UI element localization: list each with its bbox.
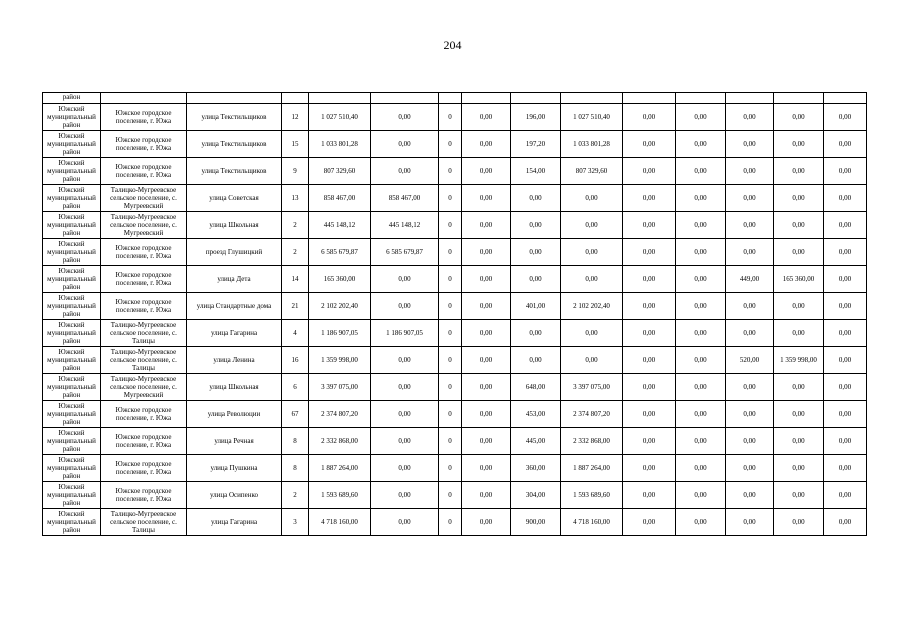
table-row	[43, 239, 867, 266]
table-cell: 1 359 998,00	[774, 347, 824, 374]
table-cell: 0,00	[726, 401, 774, 428]
table-cell: улица Ленина	[187, 347, 282, 374]
table-cell: 0,00	[623, 185, 676, 212]
table-cell: 858 467,00	[309, 185, 371, 212]
table-cell: 0,00	[824, 320, 867, 347]
table-cell: 0,00	[676, 104, 726, 131]
table-cell: 0,00	[371, 131, 439, 158]
table-cell: 0,00	[462, 212, 511, 239]
table-cell: 0,00	[676, 239, 726, 266]
table-cell: 0,00	[726, 455, 774, 482]
table-cell: улица Осипенко	[187, 482, 282, 509]
table-cell: 0	[439, 509, 462, 536]
table-cell: 2 102 202,40	[309, 293, 371, 320]
table-cell: район	[43, 93, 101, 104]
table-cell: 0,00	[824, 293, 867, 320]
table-cell	[511, 93, 561, 104]
table-cell	[187, 93, 282, 104]
table-cell: 0,00	[774, 401, 824, 428]
table-cell: 2	[282, 212, 309, 239]
table-cell: 0,00	[561, 239, 623, 266]
table-cell: 0,00	[824, 131, 867, 158]
table-cell: 0,00	[623, 293, 676, 320]
table-cell: 0,00	[561, 185, 623, 212]
table-cell: 0,00	[561, 320, 623, 347]
table-cell: 0,00	[676, 455, 726, 482]
table-cell: 165 360,00	[309, 266, 371, 293]
table-cell: 0,00	[511, 320, 561, 347]
table-cell: Талицко-Мугреевское сельское поселение, с. Мугреевский	[101, 374, 187, 401]
table-cell: 0,00	[623, 158, 676, 185]
table-cell: 0,00	[623, 374, 676, 401]
table-cell: 3 397 075,00	[561, 374, 623, 401]
table-cell: 0,00	[371, 455, 439, 482]
table-cell: 0	[439, 131, 462, 158]
page-number: 204	[443, 38, 462, 52]
table-cell: 1 593 689,60	[309, 482, 371, 509]
table-cell: 0,00	[774, 320, 824, 347]
table-cell: 0,00	[726, 293, 774, 320]
table-cell: Южское городское поселение, г. Южа	[101, 293, 187, 320]
table-cell: Южский муниципальный район	[43, 482, 101, 509]
table-cell: 0,00	[462, 158, 511, 185]
table-cell: 0,00	[824, 266, 867, 293]
table-cell: 0,00	[676, 158, 726, 185]
table-cell: 0,00	[623, 482, 676, 509]
table-cell: 12	[282, 104, 309, 131]
table-cell: 2	[282, 482, 309, 509]
table-cell: 0	[439, 455, 462, 482]
table-cell: 445 148,12	[371, 212, 439, 239]
table-cell: улица Текстильщиков	[187, 158, 282, 185]
table-cell: 0,00	[824, 347, 867, 374]
table-cell: 0,00	[824, 455, 867, 482]
table-cell: 0,00	[561, 212, 623, 239]
table-cell: 4	[282, 320, 309, 347]
table-cell: Южский муниципальный район	[43, 185, 101, 212]
table-row	[43, 482, 867, 509]
table-cell: 0	[439, 482, 462, 509]
table-cell: 0	[439, 158, 462, 185]
table-cell: 449,00	[726, 266, 774, 293]
table-cell: 0	[439, 104, 462, 131]
table-cell: Южское городское поселение, г. Южа	[101, 104, 187, 131]
table-cell: 0,00	[774, 239, 824, 266]
table-cell: 0,00	[371, 428, 439, 455]
table-cell: улица Речная	[187, 428, 282, 455]
table-cell: 2 374 807,20	[309, 401, 371, 428]
table-cell: Талицко-Мугреевское сельское поселение, с. Мугреевский	[101, 212, 187, 239]
table-cell: 0,00	[726, 131, 774, 158]
table-cell: 3 397 075,00	[309, 374, 371, 401]
table-cell: 1 186 907,05	[371, 320, 439, 347]
table-cell: 0,00	[824, 509, 867, 536]
table-cell: 0,00	[511, 266, 561, 293]
table-cell	[561, 93, 623, 104]
table-cell: 0,00	[824, 239, 867, 266]
table-cell: проезд Глушицкий	[187, 239, 282, 266]
table-cell: 0,00	[623, 239, 676, 266]
table-cell: 0,00	[726, 428, 774, 455]
table-cell: 0,00	[371, 401, 439, 428]
table-cell: 0,00	[774, 374, 824, 401]
table-cell: 6	[282, 374, 309, 401]
table-cell: улица Текстильщиков	[187, 131, 282, 158]
table-cell: 0,00	[824, 212, 867, 239]
table-cell: 0,00	[511, 347, 561, 374]
table-cell: Южский муниципальный район	[43, 374, 101, 401]
table-cell: Талицко-Мугреевское сельское поселение, с. Талицы	[101, 320, 187, 347]
table-cell: 453,00	[511, 401, 561, 428]
table-cell: 0,00	[371, 158, 439, 185]
table-cell	[439, 93, 462, 104]
table-cell: Южский муниципальный район	[43, 104, 101, 131]
table-cell: Южский муниципальный район	[43, 131, 101, 158]
table-cell: 0,00	[462, 104, 511, 131]
table-cell: Южское городское поселение, г. Южа	[101, 239, 187, 266]
table-cell: 0,00	[462, 185, 511, 212]
table-row	[43, 293, 867, 320]
table-cell: 0,00	[676, 320, 726, 347]
table-cell: 0,00	[623, 347, 676, 374]
table-cell: 360,00	[511, 455, 561, 482]
table-cell: 0,00	[824, 482, 867, 509]
table-cell: 0,00	[623, 428, 676, 455]
table-cell: 0,00	[462, 374, 511, 401]
table-cell	[309, 93, 371, 104]
table-cell: 8	[282, 428, 309, 455]
table-cell: Южский муниципальный район	[43, 266, 101, 293]
table-row	[43, 185, 867, 212]
table-cell: 0,00	[824, 185, 867, 212]
table-cell: 0,00	[774, 104, 824, 131]
table-cell: 0,00	[623, 131, 676, 158]
table-cell: 3	[282, 509, 309, 536]
table-row	[43, 428, 867, 455]
table-cell: 0	[439, 212, 462, 239]
table-cell: 0,00	[726, 158, 774, 185]
table-cell: 9	[282, 158, 309, 185]
table-cell: 0,00	[623, 104, 676, 131]
table-cell: 0	[439, 293, 462, 320]
table-cell: 0,00	[676, 428, 726, 455]
table-cell: 0,00	[774, 455, 824, 482]
table-cell: 0,00	[511, 239, 561, 266]
table-row-continuation	[43, 93, 867, 104]
table-cell: 0,00	[623, 212, 676, 239]
table-cell: 0,00	[462, 293, 511, 320]
table-cell: Южский муниципальный район	[43, 509, 101, 536]
table-cell: 1 033 801,28	[309, 131, 371, 158]
table-cell: 0,00	[462, 455, 511, 482]
table-cell: 0,00	[676, 374, 726, 401]
table-cell: 0,00	[774, 185, 824, 212]
table-cell: Южское городское поселение, г. Южа	[101, 455, 187, 482]
table-cell: 1 359 998,00	[309, 347, 371, 374]
table-cell: 0,00	[462, 482, 511, 509]
table-cell: 0,00	[824, 374, 867, 401]
table-cell: улица Стандартные дома	[187, 293, 282, 320]
table-cell: 21	[282, 293, 309, 320]
table-cell: 8	[282, 455, 309, 482]
table-cell: Южское городское поселение, г. Южа	[101, 428, 187, 455]
table-cell: Южский муниципальный район	[43, 212, 101, 239]
table-cell: 1 887 264,00	[561, 455, 623, 482]
table-cell: 6 585 679,87	[309, 239, 371, 266]
table-cell: 0,00	[774, 158, 824, 185]
table-cell: Южское городское поселение, г. Южа	[101, 158, 187, 185]
table-cell: Южский муниципальный район	[43, 320, 101, 347]
table-cell: 0,00	[371, 266, 439, 293]
table-cell: 0,00	[676, 293, 726, 320]
table-cell	[462, 93, 511, 104]
table-cell: улица Школьная	[187, 212, 282, 239]
table-cell: 0,00	[511, 185, 561, 212]
table-cell: 0,00	[371, 482, 439, 509]
table-cell: улица Текстильщиков	[187, 104, 282, 131]
table-cell: Талицко-Мугреевское сельское поселение, с. Талицы	[101, 509, 187, 536]
table-cell: 1 887 264,00	[309, 455, 371, 482]
table-cell: 0,00	[371, 293, 439, 320]
table-cell: 0,00	[561, 347, 623, 374]
table-cell: Южский муниципальный район	[43, 158, 101, 185]
table-cell: улица Дета	[187, 266, 282, 293]
table-cell	[774, 93, 824, 104]
table-cell: 0,00	[371, 374, 439, 401]
table-cell: 0,00	[726, 239, 774, 266]
table-row	[43, 104, 867, 131]
table-cell: улица Революции	[187, 401, 282, 428]
table-cell: Южский муниципальный район	[43, 347, 101, 374]
table-cell: улица Школьная	[187, 374, 282, 401]
table-cell: 165 360,00	[774, 266, 824, 293]
table-cell: 0,00	[824, 158, 867, 185]
table-row	[43, 131, 867, 158]
table-cell: 0	[439, 401, 462, 428]
table-row	[43, 320, 867, 347]
table-row	[43, 158, 867, 185]
table-cell: 0,00	[726, 374, 774, 401]
table-row	[43, 401, 867, 428]
table-cell: Южское городское поселение, г. Южа	[101, 401, 187, 428]
table-cell: 0	[439, 185, 462, 212]
table-cell: 1 033 801,28	[561, 131, 623, 158]
table-cell: 196,00	[511, 104, 561, 131]
table-cell: 0,00	[726, 509, 774, 536]
table-cell: 304,00	[511, 482, 561, 509]
table-cell: 0,00	[371, 347, 439, 374]
table-cell: 807 329,60	[309, 158, 371, 185]
table-cell: 197,20	[511, 131, 561, 158]
table-cell: 0,00	[511, 212, 561, 239]
table-cell: 0,00	[774, 428, 824, 455]
table-cell	[371, 93, 439, 104]
table-cell: Южский муниципальный район	[43, 455, 101, 482]
table-cell: 4 718 160,00	[561, 509, 623, 536]
table-cell: 520,00	[726, 347, 774, 374]
table-row	[43, 212, 867, 239]
table-cell: 0,00	[824, 104, 867, 131]
table-cell: 445 148,12	[309, 212, 371, 239]
table-cell: улица Гагарина	[187, 509, 282, 536]
table-cell: 14	[282, 266, 309, 293]
table-cell: 0	[439, 428, 462, 455]
table-cell: Южское городское поселение, г. Южа	[101, 482, 187, 509]
table-cell: 0,00	[726, 212, 774, 239]
table-cell: 0,00	[676, 185, 726, 212]
table-cell: 0	[439, 347, 462, 374]
table-cell: 0,00	[371, 104, 439, 131]
table-cell: 2 332 868,00	[561, 428, 623, 455]
table-cell: 0	[439, 239, 462, 266]
table-row	[43, 347, 867, 374]
table-cell: 900,00	[511, 509, 561, 536]
table-cell: 0,00	[676, 266, 726, 293]
table-cell: 0,00	[774, 509, 824, 536]
table-cell: 0,00	[774, 131, 824, 158]
table-cell: 2 332 868,00	[309, 428, 371, 455]
table-cell: 67	[282, 401, 309, 428]
table-cell: Талицко-Мугреевское сельское поселение, с. Талицы	[101, 347, 187, 374]
table-cell: 0,00	[623, 266, 676, 293]
table-cell: 0,00	[623, 509, 676, 536]
table-cell: 0,00	[462, 401, 511, 428]
table-row	[43, 509, 867, 536]
table-row	[43, 266, 867, 293]
table-cell: 0,00	[462, 428, 511, 455]
table-cell: 0,00	[676, 509, 726, 536]
table-cell: 1 027 510,40	[309, 104, 371, 131]
table-cell: улица Пушкина	[187, 455, 282, 482]
table-cell: Южское городское поселение, г. Южа	[101, 131, 187, 158]
table-cell: Талицко-Мугреевское сельское поселение, с. Мугреевский	[101, 185, 187, 212]
table-cell: 0,00	[561, 266, 623, 293]
table-cell: Южский муниципальный район	[43, 239, 101, 266]
table-cell: 0,00	[462, 239, 511, 266]
table-cell: 0,00	[623, 320, 676, 347]
table-body	[43, 93, 867, 536]
table-cell: 0,00	[676, 131, 726, 158]
table-cell: 154,00	[511, 158, 561, 185]
table-cell: Южский муниципальный район	[43, 401, 101, 428]
table-cell: 0,00	[726, 320, 774, 347]
table-cell: Южский муниципальный район	[43, 428, 101, 455]
table-cell: 1 186 907,05	[309, 320, 371, 347]
table-row	[43, 374, 867, 401]
table-cell: 0,00	[623, 401, 676, 428]
table-row	[43, 455, 867, 482]
table-cell: 648,00	[511, 374, 561, 401]
table-cell: 15	[282, 131, 309, 158]
table-cell: 0	[439, 266, 462, 293]
table-cell: 0,00	[623, 455, 676, 482]
table-cell	[676, 93, 726, 104]
table-cell: 0,00	[676, 212, 726, 239]
table-cell: 0,00	[462, 509, 511, 536]
table-cell: 0,00	[371, 509, 439, 536]
table-cell: 0,00	[726, 482, 774, 509]
table-cell: 0,00	[676, 347, 726, 374]
table-cell: 16	[282, 347, 309, 374]
table-cell: 0,00	[676, 401, 726, 428]
table-cell	[824, 93, 867, 104]
table-cell: 0	[439, 374, 462, 401]
table-cell	[623, 93, 676, 104]
table-cell: 401,00	[511, 293, 561, 320]
table-cell: 807 329,60	[561, 158, 623, 185]
table-cell: 2	[282, 239, 309, 266]
table-cell: 0,00	[824, 428, 867, 455]
table-cell: 0	[439, 320, 462, 347]
table-cell: 0,00	[774, 212, 824, 239]
table-cell: 0,00	[824, 401, 867, 428]
table-cell: 2 102 202,40	[561, 293, 623, 320]
table-cell: 6 585 679,87	[371, 239, 439, 266]
table-cell: 0,00	[462, 320, 511, 347]
table-cell	[101, 93, 187, 104]
table-cell: 0,00	[462, 347, 511, 374]
table-cell: 2 374 807,20	[561, 401, 623, 428]
table-cell: 0,00	[774, 482, 824, 509]
table-cell: улица Гагарина	[187, 320, 282, 347]
table-cell: 0,00	[676, 482, 726, 509]
table-cell: 0,00	[462, 131, 511, 158]
table-cell: 445,00	[511, 428, 561, 455]
table-cell: 1 593 689,60	[561, 482, 623, 509]
table-cell	[282, 93, 309, 104]
table-cell: 0,00	[726, 185, 774, 212]
table-cell	[726, 93, 774, 104]
table-cell: 0,00	[726, 104, 774, 131]
table-cell: 1 027 510,40	[561, 104, 623, 131]
table-cell: Южское городское поселение, г. Южа	[101, 266, 187, 293]
table-cell: 13	[282, 185, 309, 212]
table-cell: 0,00	[462, 266, 511, 293]
repair-register-table	[42, 92, 867, 536]
table-cell: 858 467,00	[371, 185, 439, 212]
table-cell: 4 718 160,00	[309, 509, 371, 536]
table-cell: Южский муниципальный район	[43, 293, 101, 320]
table-cell: 0,00	[774, 293, 824, 320]
table-cell: улица Советская	[187, 185, 282, 212]
